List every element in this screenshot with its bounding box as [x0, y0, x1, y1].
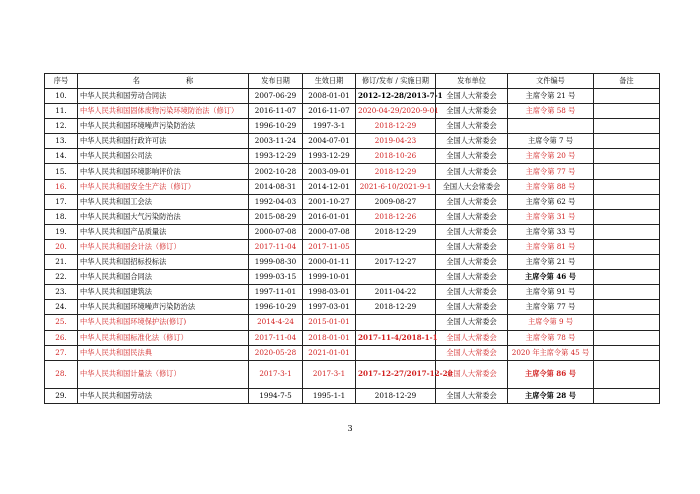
table-header-row	[45, 74, 660, 89]
cell-issuer: 全国人大常委会	[436, 119, 508, 134]
cell-publish: 2015-08-29	[249, 209, 303, 224]
cell-name: 中华人民共和国环境影响评价法	[78, 164, 249, 179]
cell-name: 中华人民共和国行政许可法	[78, 134, 249, 149]
cell-docno: 主席令第 77 号	[508, 164, 594, 179]
cell-seq: 25.	[45, 315, 78, 330]
cell-issuer: 全国人大常委会	[436, 134, 508, 149]
cell-seq: 21.	[45, 255, 78, 270]
cell-name: 中华人民共和国民法典	[78, 345, 249, 360]
header-remark: 备注	[594, 74, 660, 89]
cell-docno: 主席令第 21 号	[508, 255, 594, 270]
cell-revised: 2011-04-22	[356, 285, 436, 300]
cell-remark	[594, 224, 660, 239]
header-issuer: 发布单位	[436, 74, 508, 89]
cell-revised	[356, 239, 436, 254]
cell-revised: 2017-12-27/2017-12-28	[356, 360, 436, 388]
table-row	[45, 134, 660, 149]
table-row	[45, 330, 660, 345]
cell-seq: 18.	[45, 209, 78, 224]
table-row	[45, 360, 660, 388]
cell-remark	[594, 239, 660, 254]
cell-docno: 主席令第 21 号	[508, 89, 594, 104]
cell-revised: 2018-12-29	[356, 224, 436, 239]
header-effective-date: 生效日期	[303, 74, 356, 89]
cell-remark	[594, 134, 660, 149]
cell-remark	[594, 149, 660, 164]
cell-effective: 2008-01-01	[303, 89, 356, 104]
cell-issuer: 全国人大常委会	[436, 224, 508, 239]
cell-revised: 2018-12-26	[356, 209, 436, 224]
cell-seq: 20.	[45, 239, 78, 254]
cell-docno: 2020 年主席令第 45 号	[508, 345, 594, 360]
table-row	[45, 315, 660, 330]
cell-name: 中华人民共和国合同法	[78, 270, 249, 285]
cell-revised	[356, 270, 436, 285]
cell-issuer: 全国人大常委会	[436, 164, 508, 179]
cell-publish: 2014-4-24	[249, 315, 303, 330]
cell-publish: 1996-10-29	[249, 119, 303, 134]
table-row	[45, 255, 660, 270]
cell-docno: 主席令第 86 号	[508, 360, 594, 388]
cell-publish: 2017-11-04	[249, 239, 303, 254]
cell-seq: 29.	[45, 388, 78, 403]
cell-publish: 1999-03-15	[249, 270, 303, 285]
cell-docno: 主席令第 91 号	[508, 285, 594, 300]
header-name-part-b: 称	[186, 76, 194, 86]
cell-revised	[356, 315, 436, 330]
cell-name: 中华人民共和国环境噪声污染防治法	[78, 300, 249, 315]
cell-issuer: 全国人大常委会	[436, 345, 508, 360]
table-row	[45, 119, 660, 134]
cell-publish: 2003-11-24	[249, 134, 303, 149]
cell-remark	[594, 270, 660, 285]
cell-publish: 1997-11-01	[249, 285, 303, 300]
cell-docno: 主席令第 77 号	[508, 300, 594, 315]
cell-publish: 1992-04-03	[249, 194, 303, 209]
cell-seq: 27.	[45, 345, 78, 360]
cell-docno	[508, 119, 594, 134]
cell-publish: 2016-11-07	[249, 104, 303, 119]
cell-seq: 15.	[45, 164, 78, 179]
cell-name: 中华人民共和国固体废物污染环境防治法（修订）	[78, 104, 249, 119]
cell-seq: 10.	[45, 89, 78, 104]
cell-effective: 1997-03-01	[303, 300, 356, 315]
cell-remark	[594, 315, 660, 330]
cell-name: 中华人民共和国安全生产法（修订）	[78, 179, 249, 194]
cell-issuer: 全国人大常委会	[436, 300, 508, 315]
cell-name: 中华人民共和国环境噪声污染防治法	[78, 119, 249, 134]
table-row	[45, 89, 660, 104]
cell-name: 中华人民共和国建筑法	[78, 285, 249, 300]
cell-publish: 1994-7-5	[249, 388, 303, 403]
table-row	[45, 345, 660, 360]
cell-name: 中华人民共和国环境保护法(修订)	[78, 315, 249, 330]
cell-issuer: 全国人大常委会	[436, 104, 508, 119]
cell-publish: 1993-12-29	[249, 149, 303, 164]
cell-publish: 2020-05-28	[249, 345, 303, 360]
table-row	[45, 179, 660, 194]
cell-publish: 2007-06-29	[249, 89, 303, 104]
cell-name: 中华人民共和国工会法	[78, 194, 249, 209]
cell-remark	[594, 300, 660, 315]
cell-effective: 2016-11-07	[303, 104, 356, 119]
table-row	[45, 194, 660, 209]
cell-effective: 2014-12-01	[303, 179, 356, 194]
cell-name: 中华人民共和国招标投标法	[78, 255, 249, 270]
cell-issuer: 全国人大常委会	[436, 89, 508, 104]
cell-issuer: 全国人大常委会	[436, 388, 508, 403]
table-row	[45, 149, 660, 164]
cell-name: 中华人民共和国计量法（修订）	[78, 360, 249, 388]
table-row	[45, 239, 660, 254]
header-name	[78, 74, 249, 89]
cell-remark	[594, 194, 660, 209]
cell-issuer: 全国人大会常委会	[436, 179, 508, 194]
cell-remark	[594, 285, 660, 300]
cell-revised: 2018-12-29	[356, 119, 436, 134]
cell-revised: 2017-11-4/2018-1-1	[356, 330, 436, 345]
cell-seq: 23.	[45, 285, 78, 300]
cell-docno: 主席令第 58 号	[508, 104, 594, 119]
cell-publish: 2017-11-04	[249, 330, 303, 345]
cell-effective: 2000-01-11	[303, 255, 356, 270]
cell-effective: 2017-3-1	[303, 360, 356, 388]
cell-remark	[594, 388, 660, 403]
cell-seq: 12.	[45, 119, 78, 134]
cell-name: 中华人民共和国大气污染防治法	[78, 209, 249, 224]
cell-docno: 主席令第 81 号	[508, 239, 594, 254]
cell-revised: 2017-12-27	[356, 255, 436, 270]
cell-effective: 2018-01-01	[303, 330, 356, 345]
cell-docno: 主席令第 33 号	[508, 224, 594, 239]
cell-seq: 28.	[45, 360, 78, 388]
cell-issuer: 全国人大常委会	[436, 330, 508, 345]
cell-docno: 主席令第 28 号	[508, 388, 594, 403]
cell-publish: 1999-08-30	[249, 255, 303, 270]
cell-name: 中华人民共和国会计法（修订）	[78, 239, 249, 254]
cell-docno: 主席令第 20 号	[508, 149, 594, 164]
table-row	[45, 209, 660, 224]
cell-docno: 主席令第 9 号	[508, 315, 594, 330]
cell-publish: 2014-08-31	[249, 179, 303, 194]
cell-remark	[594, 104, 660, 119]
cell-docno: 主席令第 78 号	[508, 330, 594, 345]
cell-remark	[594, 179, 660, 194]
header-name-part-a: 名	[132, 76, 140, 86]
cell-issuer: 全国人大常委会	[436, 360, 508, 388]
cell-effective: 2015-01-01	[303, 315, 356, 330]
cell-publish: 2017-3-1	[249, 360, 303, 388]
cell-remark	[594, 330, 660, 345]
cell-effective: 1995-1-1	[303, 388, 356, 403]
cell-effective: 2021-01-01	[303, 345, 356, 360]
table-row	[45, 285, 660, 300]
cell-name: 中华人民共和国标准化法（修订）	[78, 330, 249, 345]
cell-seq: 26.	[45, 330, 78, 345]
cell-revised: 2012-12-28/2013-7-1	[356, 89, 436, 104]
cell-remark	[594, 209, 660, 224]
cell-seq: 19.	[45, 224, 78, 239]
cell-effective: 2017-11-05	[303, 239, 356, 254]
cell-remark	[594, 89, 660, 104]
cell-issuer: 全国人大常委会	[436, 209, 508, 224]
cell-effective: 1993-12-29	[303, 149, 356, 164]
cell-issuer: 全国人大常委会	[436, 315, 508, 330]
cell-remark	[594, 164, 660, 179]
cell-name: 中华人民共和国劳动法	[78, 388, 249, 403]
cell-revised: 2021-6-10/2021-9-1	[356, 179, 436, 194]
cell-docno: 主席令第 7 号	[508, 134, 594, 149]
regulations-table	[44, 73, 660, 404]
header-revised-date: 修订/发布 / 实施日期	[356, 74, 436, 89]
cell-seq: 17.	[45, 194, 78, 209]
header-publish-date: 发布日期	[249, 74, 303, 89]
cell-name: 中华人民共和国劳动合同法	[78, 89, 249, 104]
cell-effective: 2016-01-01	[303, 209, 356, 224]
cell-effective: 1997-3-1	[303, 119, 356, 134]
table-row	[45, 224, 660, 239]
cell-publish: 2000-07-08	[249, 224, 303, 239]
header-doc-number: 文件编号	[508, 74, 594, 89]
cell-publish: 1996-10-29	[249, 300, 303, 315]
cell-remark	[594, 360, 660, 388]
cell-revised: 2020-04-29/2020-9-01	[356, 104, 436, 119]
cell-revised: 2019-04-23	[356, 134, 436, 149]
cell-remark	[594, 255, 660, 270]
page-number: 3	[347, 424, 353, 433]
cell-revised: 2018-12-29	[356, 164, 436, 179]
table-row	[45, 388, 660, 403]
cell-revised: 2009-08-27	[356, 194, 436, 209]
cell-revised	[356, 345, 436, 360]
cell-revised: 2018-12-29	[356, 388, 436, 403]
cell-seq: 14.	[45, 149, 78, 164]
cell-effective: 2000-07-08	[303, 224, 356, 239]
cell-seq: 13.	[45, 134, 78, 149]
header-seq: 序号	[45, 74, 78, 89]
table-row	[45, 300, 660, 315]
cell-revised: 2018-12-29	[356, 300, 436, 315]
cell-name: 中华人民共和国公司法	[78, 149, 249, 164]
cell-seq: 22.	[45, 270, 78, 285]
cell-effective: 1999-10-01	[303, 270, 356, 285]
cell-effective: 2003-09-01	[303, 164, 356, 179]
cell-issuer: 全国人大常委会	[436, 239, 508, 254]
cell-effective: 2001-10-27	[303, 194, 356, 209]
cell-name: 中华人民共和国产品质量法	[78, 224, 249, 239]
cell-issuer: 全国人大常委会	[436, 285, 508, 300]
table-row	[45, 270, 660, 285]
cell-seq: 24.	[45, 300, 78, 315]
cell-docno: 主席令第 46 号	[508, 270, 594, 285]
table-row	[45, 104, 660, 119]
cell-effective: 2004-07-01	[303, 134, 356, 149]
cell-issuer: 全国人大常委会	[436, 255, 508, 270]
cell-publish: 2002-10-28	[249, 164, 303, 179]
cell-remark	[594, 119, 660, 134]
cell-remark	[594, 345, 660, 360]
cell-issuer: 全国人大常委会	[436, 194, 508, 209]
cell-effective: 1998-03-01	[303, 285, 356, 300]
cell-revised: 2018-10-26	[356, 149, 436, 164]
cell-docno: 主席令第 31 号	[508, 209, 594, 224]
cell-issuer: 全国人大常委会	[436, 149, 508, 164]
cell-seq: 16.	[45, 179, 78, 194]
cell-issuer: 全国人大常委会	[436, 270, 508, 285]
table-row	[45, 164, 660, 179]
cell-docno: 主席令第 88 号	[508, 179, 594, 194]
cell-docno: 主席令第 62 号	[508, 194, 594, 209]
cell-seq: 11.	[45, 104, 78, 119]
